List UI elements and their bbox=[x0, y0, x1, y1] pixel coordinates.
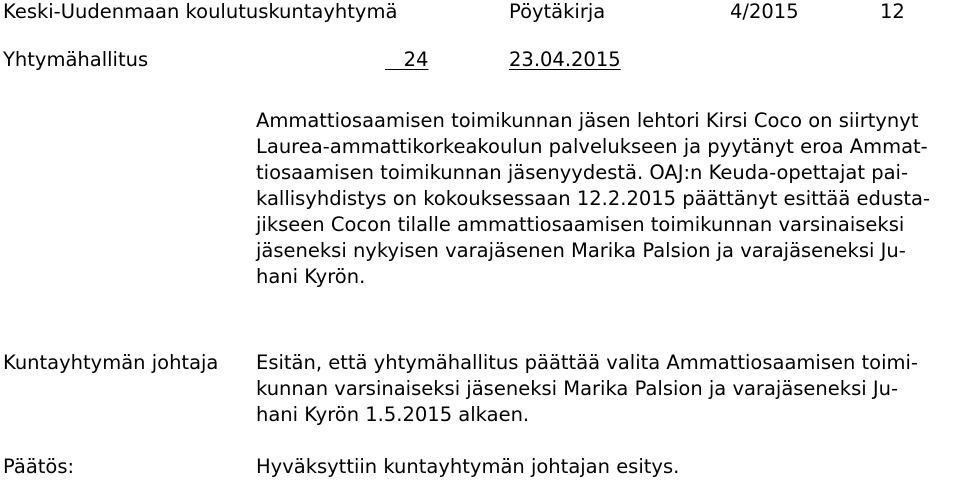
proposal-paragraph bbox=[256, 350, 956, 428]
background-line: Ammattiosaamisen toimikunnan jäsen lehtori Kirsi Coco on siirtynyt bbox=[256, 109, 919, 132]
background-line: hani Kyrön. bbox=[256, 265, 366, 288]
background-paragraph bbox=[256, 108, 956, 290]
background-line: jäseneksi nykyisen varajäsenen Marika Palsion ja varajäseneksi Ju- bbox=[256, 239, 906, 262]
proposal-line: kunnan varsinaiseksi jäseneksi Marika Palsion ja varajäseneksi Ju- bbox=[256, 377, 898, 400]
proposal-line: Esitän, että yhtymähallitus päättää valita Ammattiosaamisen toimi- bbox=[256, 351, 918, 374]
document-type: Pöytäkirja bbox=[509, 0, 606, 23]
proposal-label: Kuntayhtymän johtaja bbox=[3, 351, 219, 374]
issue-number: 4/2015 bbox=[730, 0, 799, 23]
background-line: tiosaamisen toimikunnan jäsenyydestä. OAJ:n Keuda-opettajat pai- bbox=[256, 161, 909, 184]
proposal-line: hani Kyrön 1.5.2015 alkaen. bbox=[256, 403, 530, 426]
section-number: 24 bbox=[403, 48, 429, 71]
background-line: Laurea-ammattikorkeakoulun palvelukseen ja pyytänyt eroa Ammat- bbox=[256, 135, 928, 158]
organization-name: Keski-Uudenmaan koulutuskuntayhtymä bbox=[3, 0, 398, 23]
meeting-date: 23.04.2015 bbox=[509, 48, 621, 71]
decision-text: Hyväksyttiin kuntayhtymän johtajan esitys. bbox=[256, 455, 680, 478]
background-line: jikseen Cocon tilalle ammattiosaamisen toimikunnan varsinaiseksi bbox=[256, 213, 905, 236]
governing-body: Yhtymähallitus bbox=[3, 48, 149, 71]
page-number: 12 bbox=[880, 0, 905, 23]
decision-label: Päätös: bbox=[3, 455, 75, 478]
background-line: kallisyhdistys on kokouksessaan 12.2.2015 päättänyt esittää edusta- bbox=[256, 187, 931, 210]
